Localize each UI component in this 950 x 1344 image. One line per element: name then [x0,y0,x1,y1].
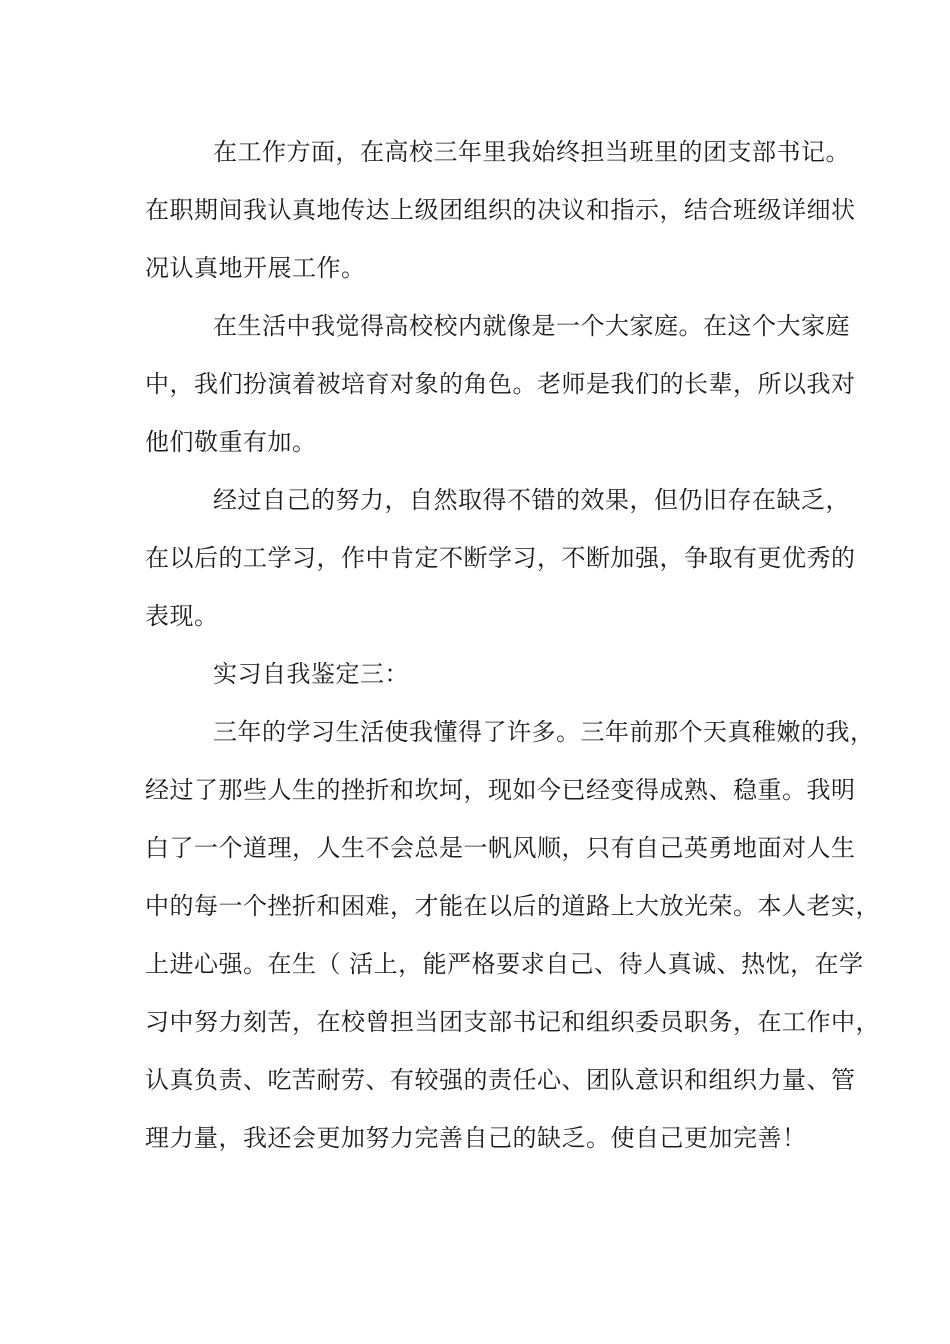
paragraph-line: 中，我们扮演着被培育对象的角色。老师是我们的长辈，所以我对 [145,370,856,398]
paragraph-line: 在以后的工学习，作中肯定不断学习，不断加强，争取有更优秀的 [145,544,856,572]
paragraph-line: 理力量，我还会更加努力完善自己的缺乏。使自己更加完善！ [145,1124,807,1152]
paragraph-line: 白了一个道理，人生不会总是一帆风顺，只有自己英勇地面对人生 [145,834,856,862]
paragraph-line: 表现。 [145,602,219,630]
paragraph-line: 经过自己的努力，自然取得不错的效果，但仍旧存在缺乏， [213,486,850,514]
paragraph-line: 他们敬重有加。 [145,428,317,456]
paragraph-line: 上进心强。在生（ 活上，能严格要求自己、待人真诚、热忱，在学 [145,950,864,978]
paragraph-line: 认真负责、吃苦耐劳、有较强的责任心、团队意识和组织力量、管 [145,1066,856,1094]
paragraph-line: 经过了那些人生的挫折和坎坷，现如今已经变得成熟、稳重。我明 [145,776,856,804]
paragraph-line: 习中努力刻苦，在校曾担当团支部书记和组织委员职务，在工作中， [145,1008,880,1036]
paragraph-line: 在职期间我认真地传达上级团组织的决议和指示，结合班级详细状 [145,196,856,224]
paragraph-line: 三年的学习生活使我懂得了许多。三年前那个天真稚嫩的我， [213,718,875,746]
paragraph-line: 在工作方面，在高校三年里我始终担当班里的团支部书记。 [213,138,850,166]
paragraph-line: 在生活中我觉得高校校内就像是一个大家庭。在这个大家庭 [213,312,850,340]
paragraph-line: 中的每一个挫折和困难，才能在以后的道路上大放光荣。本人老实， [145,892,880,920]
section-heading: 实习自我鉴定三： [213,660,409,688]
paragraph-line: 况认真地开展工作。 [145,254,366,282]
